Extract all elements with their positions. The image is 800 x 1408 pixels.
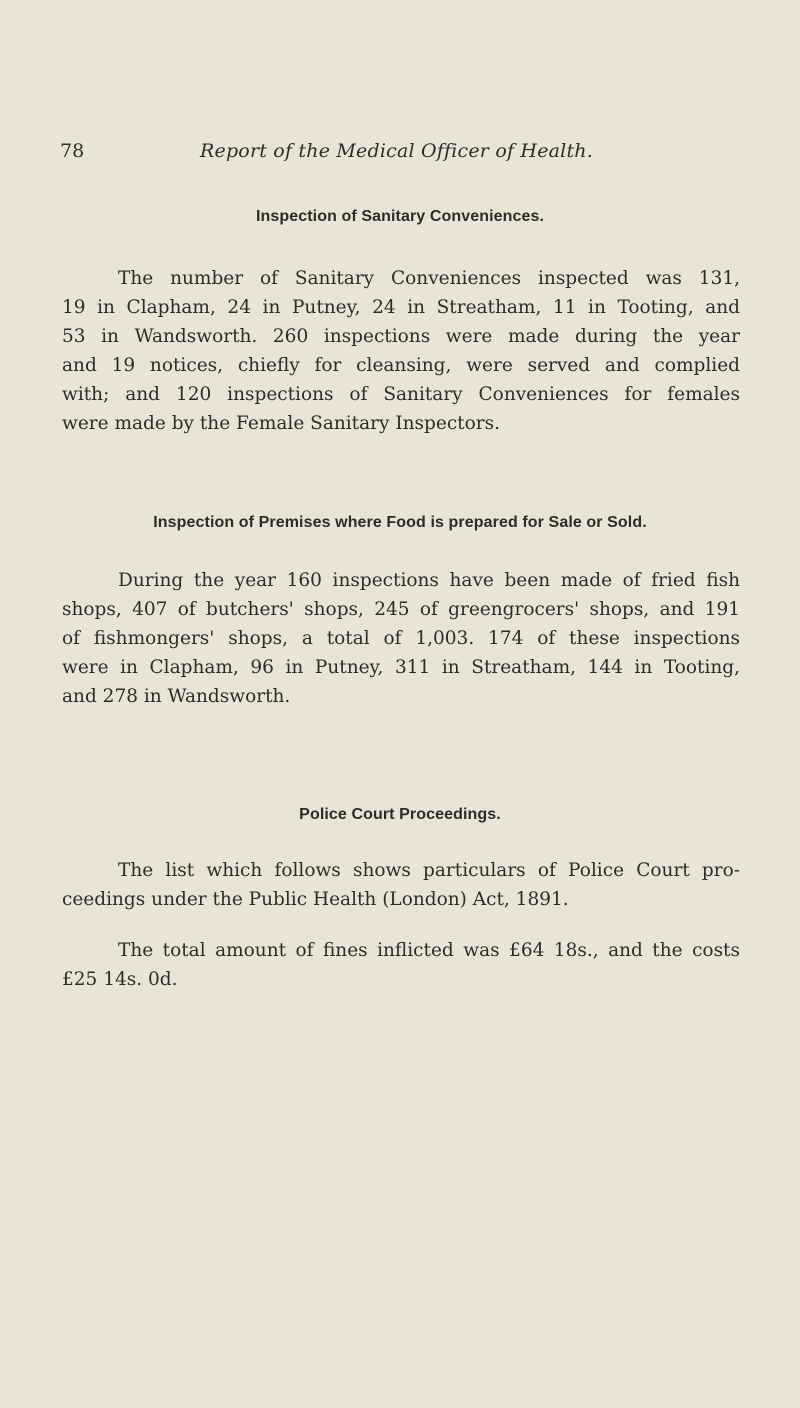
paragraph-line: 19 in Clapham, 24 in Putney, 24 in Streatham, 11 in Tooting, and	[62, 297, 740, 318]
running-head	[60, 140, 740, 170]
paragraph-line: The total amount of fines inflicted was £64 18s., and the costs	[118, 940, 740, 961]
section-heading-food-premises: Inspection of Premises where Food is prepared for Sale or Sold.	[153, 514, 647, 531]
paragraph-line: ceedings under the Public Health (London) Act, 1891.	[62, 889, 569, 910]
paragraph-line: and 278 in Wandsworth.	[62, 686, 291, 707]
paragraph-line: were in Clapham, 96 in Putney, 311 in Streatham, 144 in Tooting,	[62, 657, 740, 678]
paragraph-line: with; and 120 inspections of Sanitary Conveniences for females	[62, 384, 740, 405]
paragraph-line: During the year 160 inspections have been made of fried fish	[118, 570, 740, 591]
paragraph-sanitary-conveniences	[62, 264, 740, 438]
paragraph-line: of fishmongers' shops, a total of 1,003. 174 of these inspections	[62, 628, 740, 649]
running-title: Report of the Medical Officer of Health.	[200, 140, 593, 162]
section-heading-sanitary-conveniences: Inspection of Sanitary Conveniences.	[255, 208, 545, 225]
page-number: 78	[60, 140, 85, 162]
paragraph-line: £25 14s. 0d.	[62, 969, 178, 990]
paragraph-police-court-fines	[62, 936, 740, 994]
paragraph-line: were made by the Female Sanitary Inspectors.	[62, 413, 500, 434]
paragraph-line: shops, 407 of butchers' shops, 245 of greengrocers' shops, and 191	[62, 599, 740, 620]
paragraph-police-court-list	[62, 856, 740, 914]
paragraph-line: The number of Sanitary Conveniences inspected was 131,	[118, 268, 740, 289]
paragraph-line: 53 in Wandsworth. 260 inspections were made during the year	[62, 326, 740, 347]
section-heading-police-court: Police Court Proceedings.	[299, 806, 501, 823]
paragraph-line: The list which follows shows particulars of Police Court pro-	[118, 860, 740, 881]
paragraph-food-premises	[62, 566, 740, 711]
paragraph-line: and 19 notices, chiefly for cleansing, were served and complied	[62, 355, 740, 376]
